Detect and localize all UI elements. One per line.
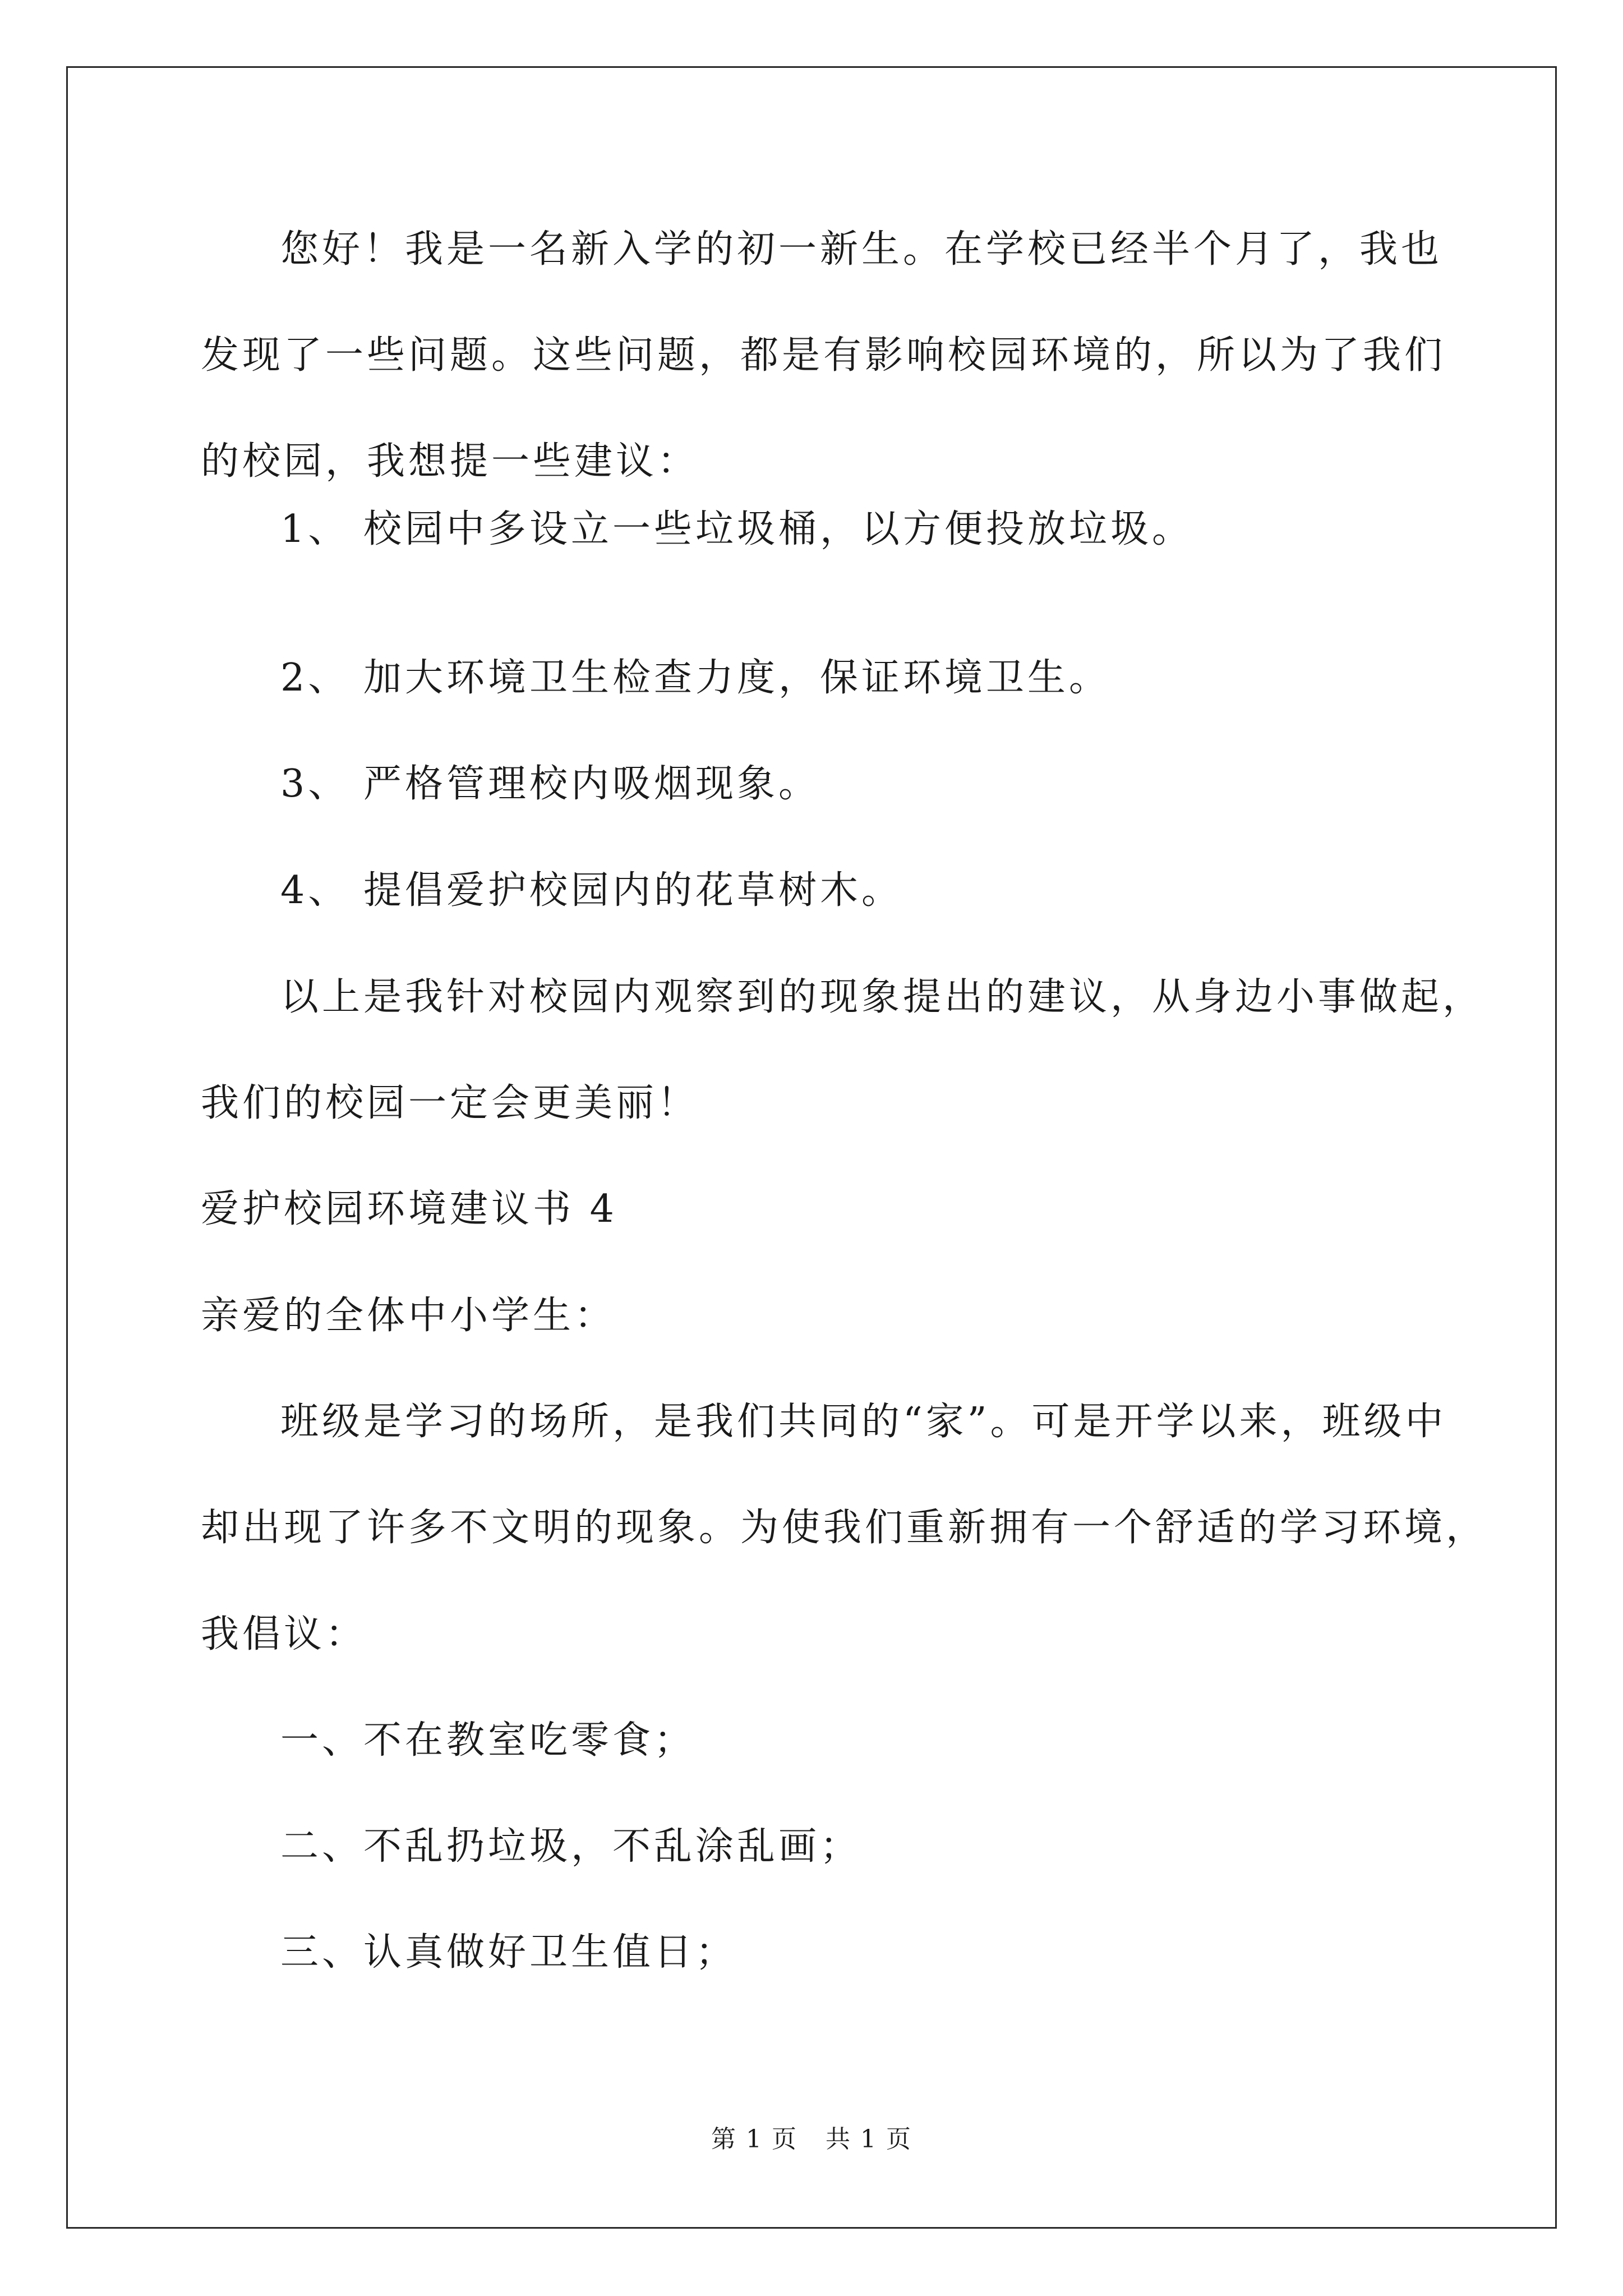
suggestion-item-3 xyxy=(280,762,820,807)
page-footer xyxy=(0,2124,1623,2155)
suggestion-number: 2、 xyxy=(280,656,350,700)
proposal-item-3: 三、认真做好卫生值日； xyxy=(280,1930,737,1975)
suggestion-item-2 xyxy=(280,656,1110,701)
suggestion-text: 校园中多设立一些垃圾桶，以方便投放垃圾。 xyxy=(363,507,1194,551)
suggestion-number: 4、 xyxy=(280,868,350,913)
page-frame xyxy=(66,66,1557,2229)
paragraph-3-line-2: 却出现了许多不文明的现象。为使我们重新拥有一个舒适的学习环境， xyxy=(201,1506,1488,1550)
page-total: 共 1 页 xyxy=(826,2125,912,2154)
paragraph-1-line-3: 的校园，我想提一些建议： xyxy=(201,439,699,484)
suggestion-text: 严格管理校内吸烟现象。 xyxy=(363,762,820,806)
paragraph-1-line-1: 您好！我是一名新入学的初一新生。在学校已经半个月了，我也 xyxy=(280,227,1443,272)
paragraph-1-line-2: 发现了一些问题。这些问题，都是有影响校园环境的，所以为了我们 xyxy=(201,333,1446,378)
suggestion-item-4 xyxy=(280,868,903,913)
suggestion-number: 3、 xyxy=(280,762,350,806)
suggestion-number: 1、 xyxy=(280,507,350,551)
paragraph-2-line-1: 以上是我针对校园内观察到的现象提出的建议，从身边小事做起， xyxy=(280,975,1484,1019)
suggestion-item-1 xyxy=(280,507,1193,552)
suggestion-text: 加大环境卫生检查力度，保证环境卫生。 xyxy=(363,656,1111,700)
suggestion-text: 提倡爱护校园内的花草树木。 xyxy=(363,868,903,913)
page-number: 第 1 页 xyxy=(711,2125,797,2154)
salutation: 亲爱的全体中小学生： xyxy=(201,1294,616,1338)
paragraph-3-line-1: 班级是学习的场所，是我们共同的“家”。可是开学以来，班级中 xyxy=(280,1400,1447,1444)
paragraph-3-line-3: 我倡议： xyxy=(201,1612,367,1657)
paragraph-2-line-2: 我们的校园一定会更美丽！ xyxy=(201,1081,699,1125)
proposal-item-1: 一、不在教室吃零食； xyxy=(280,1718,696,1763)
proposal-item-2: 二、不乱扔垃圾，不乱涂乱画； xyxy=(280,1824,862,1869)
section-heading: 爱护校园环境建议书 4 xyxy=(201,1187,617,1231)
